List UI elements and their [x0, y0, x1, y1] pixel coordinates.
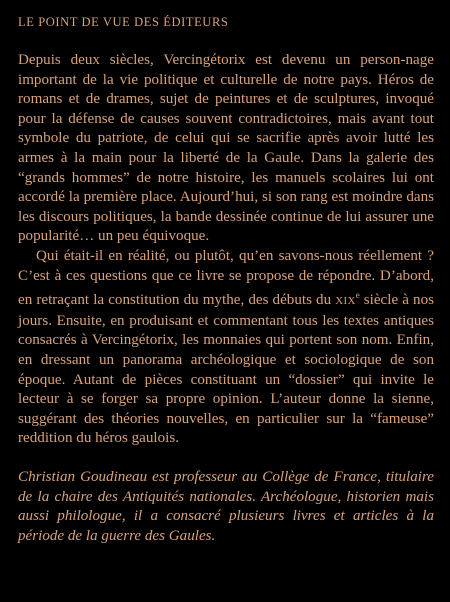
century-numeral: XIX: [335, 295, 356, 308]
paragraph-questions-part1: Qui était-il en réalité, ou plutôt, qu’en savons-nous réellement ? C’est à ces questions que ce livre se propose de répondre. D’abord, en retraçant la constitution du mythe, des débuts du: [18, 247, 434, 309]
section-heading: LE POINT DE VUE DES ÉDITEURS: [18, 15, 229, 29]
author-bio: Christian Goudineau est professeur au Collège de France, titulaire de la chaire des Antiquités nationales. Archéologue, historien mais aussi philologue, il a consacré plusieurs livres et articles à la période de la guerre des Gaules.: [18, 468, 434, 544]
paragraph-questions: [18, 247, 434, 449]
century-superscript: e: [355, 290, 360, 301]
paragraph-intro: Depuis deux siècles, Vercingétorix est devenu un person-nage important de la vie politique et culturelle de notre pays. Héros de romans et de drames, sujet de peintures et de sculptures, invoqué pour la défense de causes souvent contradictoires, mais avant tout symbole du patriote, de celui qui se sacrifie après avoir lutté les armes à la main pour la liberté de la Gaule. Dans la galerie des “grands hommes” de notre histoire, les manuels scolaires lui ont accordé la première place. Aujourd’hui, si son rang est moindre dans les discours politiques, la bande dessinée continue de lui assurer une popularité… un peu équivoque.: [18, 52, 434, 245]
publisher-text: [18, 51, 434, 449]
paragraph-questions-part2: siècle à nos jours. Ensuite, en produisant et commentant tous les textes antiques consacrés à Vercingétorix, les monnaies qui portent son nom. Enfin, en dressant un panorama archéologique et sociologique de son époque. Autant de pièces constituant un “dossier” qui invite le lecteur à se forger sa propre opinion. L’auteur donne la sienne, suggérant des théories nouvelles, en particulier sur la “fameuse” reddition du héros gaulois.: [18, 292, 434, 447]
